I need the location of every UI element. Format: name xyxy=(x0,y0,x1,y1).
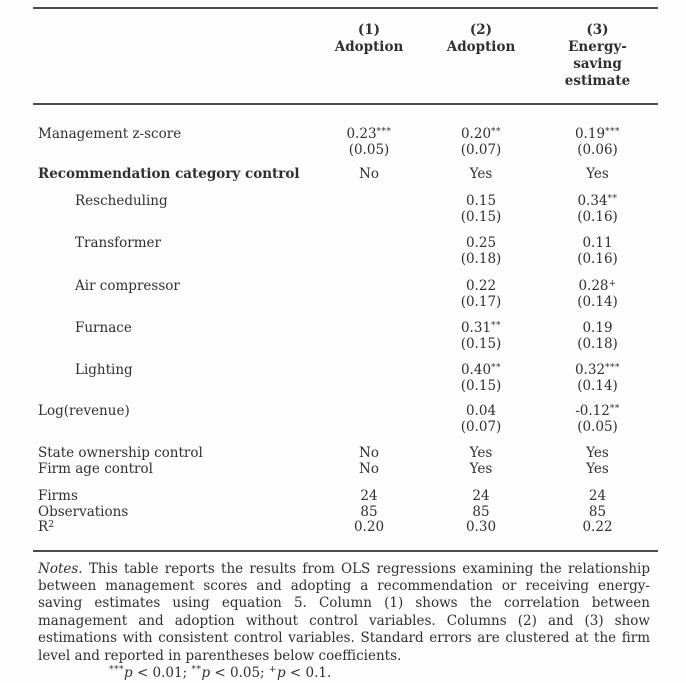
coef-cell xyxy=(425,126,537,158)
value-cell: 24 xyxy=(588,488,607,504)
significance-stars: *** xyxy=(109,665,124,676)
coef-cell xyxy=(425,362,537,394)
column-number: (2) xyxy=(469,22,493,38)
significance-stars: ** xyxy=(491,320,502,331)
row-label: Recommendation category control xyxy=(38,166,300,182)
stats-block xyxy=(33,489,658,536)
r-squared-exponent: 2 xyxy=(48,519,55,530)
table-row-transformer xyxy=(33,235,658,267)
regression-table xyxy=(33,7,658,682)
table-row-state-ownership xyxy=(33,446,658,462)
coef-cell xyxy=(313,403,425,435)
column-label: saving xyxy=(573,56,622,72)
coef-cell xyxy=(313,320,425,352)
row-label: Firm age control xyxy=(38,460,153,477)
column-label: Adoption xyxy=(334,39,404,55)
coef-value: 0.20** xyxy=(460,126,502,142)
coef-cell xyxy=(425,403,537,435)
column-label: estimate xyxy=(564,73,631,89)
se-value: (0.16) xyxy=(577,251,618,267)
coef-value: 0.32*** xyxy=(574,362,621,378)
table-notes xyxy=(33,561,658,683)
coef-cell xyxy=(313,362,425,394)
se-value: (0.07) xyxy=(460,419,502,435)
significance-stars: ** xyxy=(191,665,202,676)
se-value: (0.05) xyxy=(348,142,390,158)
row-label: Furnace xyxy=(75,320,132,336)
coef-cell xyxy=(537,320,658,352)
notes-text: This table reports the results from OLS regressions examining the relationship between management scores and adopting a recommendation or receiving energy-saving estimates using equation 5. Column (1) shows the correlation between management and adoption without control variables. Columns (2) and (3) show estimations with consistent control variables. Standard errors are clustered at the firm level and reported in parentheses below coefficients. xyxy=(38,560,650,664)
row-label: State ownership control xyxy=(38,445,203,461)
coef-value: -0.12** xyxy=(575,403,620,419)
significance-stars: + xyxy=(268,665,277,676)
value-cell: No xyxy=(359,445,379,461)
se-value: (0.14) xyxy=(577,378,618,394)
header-spacer xyxy=(33,22,313,90)
significance-stars: *** xyxy=(605,362,621,373)
value-cell: 0.22 xyxy=(582,519,613,535)
se-value: (0.07) xyxy=(460,142,502,158)
value-cell: 24 xyxy=(360,488,378,504)
se-value: (0.17) xyxy=(460,294,502,310)
row-label: Air compressor xyxy=(75,278,180,294)
coef-cell xyxy=(425,320,537,352)
table-row-log-revenue xyxy=(33,403,658,435)
significance-note: ***p < 0.01; **p < 0.05; +p < 0.1. xyxy=(109,664,332,681)
se-value: (0.15) xyxy=(460,209,502,225)
value-cell: Yes xyxy=(469,460,493,477)
coef-value: 0.15 xyxy=(465,193,497,209)
row-label: Lighting xyxy=(75,362,133,378)
table-row-management-zscore xyxy=(33,126,658,158)
coef-value: 0.34** xyxy=(577,193,618,209)
significance-stars: + xyxy=(608,278,617,289)
coef-cell xyxy=(425,235,537,267)
se-value: (0.05) xyxy=(577,419,618,435)
row-label: $R^2$ xyxy=(38,519,55,535)
table-row-firm-age xyxy=(33,462,658,478)
value-cell: No xyxy=(359,166,379,182)
significance-stars: ** xyxy=(491,362,502,373)
table-row-furnace xyxy=(33,320,658,352)
coef-cell xyxy=(537,403,658,435)
table-row-lighting xyxy=(33,362,658,394)
se-value: (0.18) xyxy=(460,251,502,267)
row-label: Rescheduling xyxy=(75,193,168,209)
coef-cell xyxy=(537,278,658,310)
significance-stars: *** xyxy=(605,126,621,137)
coef-value: 0.22 xyxy=(465,278,497,294)
value-cell: Yes xyxy=(586,166,609,182)
table-row-r-squared xyxy=(33,520,658,536)
value-cell: 85 xyxy=(360,503,378,520)
coef-cell xyxy=(537,235,658,267)
significance-stars: ** xyxy=(491,126,502,137)
coef-value: 0.19*** xyxy=(574,126,621,142)
se-value: (0.16) xyxy=(577,209,618,225)
coef-value: 0.04 xyxy=(465,403,497,419)
row-label: Firms xyxy=(38,488,78,504)
significance-stars: ** xyxy=(609,403,620,414)
row-label: Observations xyxy=(38,503,129,520)
coef-value: 0.23*** xyxy=(346,126,392,142)
column-header-3 xyxy=(537,22,658,90)
value-cell: 85 xyxy=(472,503,490,520)
significance-stars: ** xyxy=(607,193,618,204)
table-row-recommendation-control xyxy=(33,166,658,182)
coef-value: 0.11 xyxy=(582,235,613,251)
value-cell: Yes xyxy=(469,445,493,461)
se-value: (0.15) xyxy=(460,336,502,352)
row-label: Management z-score xyxy=(38,126,182,142)
coef-cell xyxy=(313,278,425,310)
column-label: Adoption xyxy=(446,39,516,55)
table-row-firms xyxy=(33,489,658,505)
column-number: (1) xyxy=(357,22,381,38)
coef-cell xyxy=(537,193,658,225)
coef-value: 0.28+ xyxy=(578,278,617,294)
coef-cell xyxy=(313,193,425,225)
coef-cell xyxy=(537,126,658,158)
column-header-1 xyxy=(313,22,425,90)
row-label: Transformer xyxy=(75,235,161,251)
table-mid-rule xyxy=(33,103,658,105)
value-cell: 0.20 xyxy=(353,519,385,535)
controls-block xyxy=(33,446,658,477)
coef-cell xyxy=(425,193,537,225)
value-cell: Yes xyxy=(586,460,609,477)
column-label: Energy- xyxy=(568,39,627,55)
se-value: (0.14) xyxy=(577,294,618,310)
table-header xyxy=(33,9,658,90)
value-cell: Yes xyxy=(469,166,493,182)
value-cell: 24 xyxy=(472,488,490,504)
notes-label: Notes. xyxy=(38,560,83,577)
coef-value: 0.25 xyxy=(465,235,497,251)
coef-cell xyxy=(537,362,658,394)
coef-cell xyxy=(313,235,425,267)
coef-value: 0.31** xyxy=(460,320,502,336)
coef-cell xyxy=(313,126,425,158)
coef-value: 0.19 xyxy=(582,320,613,336)
se-value: (0.06) xyxy=(577,142,618,158)
coef-value: 0.40** xyxy=(460,362,502,378)
row-label: Log(revenue) xyxy=(38,403,130,419)
value-cell: No xyxy=(359,460,379,477)
value-cell: Yes xyxy=(586,445,609,461)
significance-stars: *** xyxy=(376,126,392,137)
table-row-rescheduling xyxy=(33,193,658,225)
table-row-air-compressor xyxy=(33,278,658,310)
value-cell: 0.30 xyxy=(465,519,497,535)
table-bottom-rule xyxy=(33,550,658,552)
table-row-observations xyxy=(33,505,658,521)
coef-cell xyxy=(425,278,537,310)
column-header-2 xyxy=(425,22,537,90)
value-cell: 85 xyxy=(588,503,607,520)
se-value: (0.18) xyxy=(577,336,618,352)
se-value: (0.15) xyxy=(460,378,502,394)
column-number: (3) xyxy=(586,22,609,38)
